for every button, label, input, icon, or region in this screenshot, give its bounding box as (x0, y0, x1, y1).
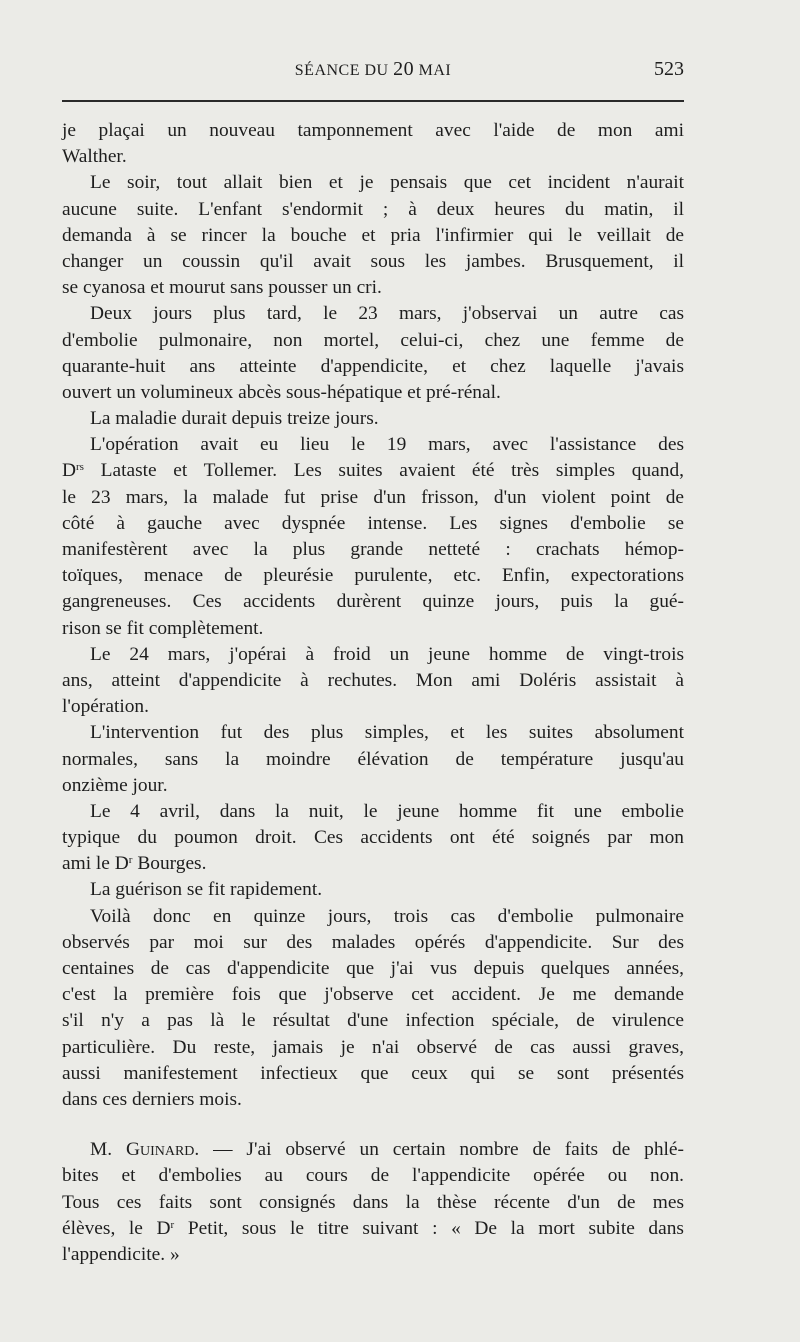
text-line: centaines de cas d'appendicite que j'ai vus depuis quelques années, (62, 958, 684, 979)
text-line: observés par moi sur des malades opérés d'appendicite. Sur des (62, 931, 684, 953)
text-line: Le 24 mars, j'opérai à froid un jeune homme de vingt-trois (90, 643, 684, 665)
text-line: c'est la première fois que j'observe cet accident. Je me demande (62, 984, 684, 1006)
text-line: le 23 mars, la malade fut prise d'un frisson, d'un violent point de (62, 486, 684, 508)
text-line: ouvert un volumineux abcès sous-hépatique et pré-rénal. (62, 381, 501, 403)
text-line: ans, atteint d'appendicite à rechutes. Mon ami Doléris assistait à (62, 669, 684, 691)
text-line: d'embolie pulmonaire, non mortel, celui-ci, chez une femme de (62, 329, 684, 351)
text-line: élèves, le $D^r$ Petit, sous le titre suivant : « De la mort subite dans (62, 1217, 684, 1239)
text-line: je plaçai un nouveau tamponnement avec l'aide de mon ami (62, 120, 684, 141)
text-line: Le soir, tout allait bien et je pensais que cet incident n'aurait (90, 172, 684, 194)
paragraph-gap (62, 1113, 684, 1137)
text-line: s'il n'y a pas là le résultat d'une infection spéciale, de virulence (62, 1010, 684, 1032)
page-number: 523 (654, 58, 684, 80)
text-line: Walther. (62, 146, 127, 168)
text-line: M. Guinard. — J'ai observé un certain nombre de faits de phlé- (90, 1139, 684, 1161)
text-line: manifestèrent avec la plus grande netteté : crachats hémop- (62, 539, 684, 560)
text-line: aussi manifestement infectieux que ceux qui se sont présentés (62, 1062, 684, 1084)
speaker-name: Guinard. (125, 1139, 200, 1161)
text-line: l'opération. (62, 696, 149, 718)
text-line: L'intervention fut des plus simples, et les suites absolument (90, 722, 684, 744)
text-line: quarante-huit ans atteinte d'appendicite, et chez laquelle j'avais (62, 355, 684, 377)
text-line: La guérison se fit rapidement. (90, 879, 323, 901)
page-header-title: SÉANCE DU 20 MAI (294, 58, 452, 80)
text-line: Deux jours plus tard, le 23 mars, j'observai un autre cas (90, 303, 684, 325)
text-line: l'appendicite. » (62, 1243, 180, 1265)
text-line: Voilà donc en quinze jours, trois cas d'embolie pulmonaire (90, 905, 684, 927)
text-line: côté à gauche avec dyspnée intense. Les signes d'embolie se (62, 512, 684, 534)
text-line: Tous ces faits sont consignés dans la thèse récente d'un de mes (62, 1191, 684, 1213)
text-line: L'opération avait eu lieu le 19 mars, avec l'assistance des (90, 434, 684, 456)
text-line: bites et d'embolies au cours de l'appendicite opérée ou non. (62, 1165, 684, 1187)
text-line: Le 4 avril, dans la nuit, le jeune homme fit une embolie (90, 800, 684, 822)
text-line: demanda à se rincer la bouche et pria l'infirmier qui le veillait de (62, 224, 684, 246)
text-line: aucune suite. L'enfant s'endormit ; à deux heures du matin, il (62, 198, 684, 220)
header-rule (62, 100, 684, 102)
text-line: se cyanosa et mourut sans pousser un cri. (62, 277, 382, 299)
text-line: typique du poumon droit. Ces accidents ont été soignés par mon (62, 827, 684, 849)
text-line: gangreneuses. Ces accidents durèrent quinze jours, puis la gué- (62, 591, 684, 613)
text-line: onzième jour. (62, 774, 168, 796)
text-line: dans ces derniers mois. (62, 1088, 242, 1110)
text-line: particulière. Du reste, jamais je n'ai observé de cas aussi graves, (62, 1036, 684, 1058)
body-text (62, 118, 684, 1268)
text-line: ami le $D^r$ Bourges. (62, 853, 207, 875)
text-line: $D^{rs}$ Lataste et Tollemer. Les suites avaient été très simples quand, (62, 460, 684, 482)
text-line: La maladie durait depuis treize jours. (90, 408, 379, 430)
text-line: normales, sans la moindre élévation de température jusqu'au (62, 748, 684, 770)
text-line: rison se fit complètement. (62, 617, 264, 639)
text-line: toïques, menace de pleurésie purulente, etc. Enfin, expectorations (62, 565, 684, 587)
text-line: changer un coussin qu'il avait sous les jambes. Brusquement, il (62, 250, 684, 272)
running-head (62, 58, 684, 86)
